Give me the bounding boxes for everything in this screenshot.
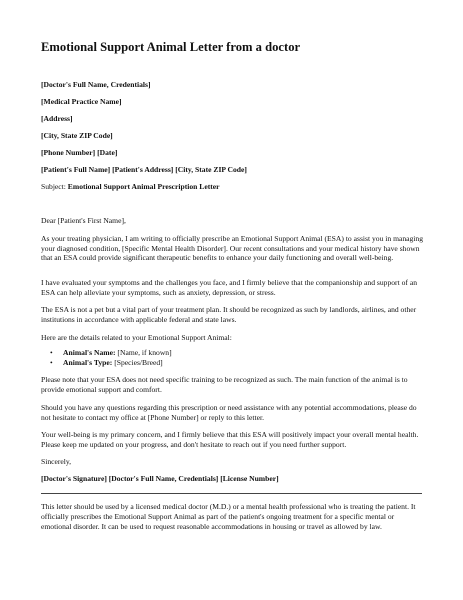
- animal-name-value: [Name, if known]: [115, 348, 172, 357]
- signature-line: [Doctor's Signature] [Doctor's Full Name, Credentials] [License Number]: [41, 474, 279, 483]
- animal-type-label: Animal's Type:: [63, 358, 113, 367]
- patient-info-field: [Patient's Full Name] [Patient's Address] [City, State ZIP Code]: [41, 165, 247, 174]
- paragraph-details-intro: Here are the details related to your Emotional Support Animal:: [41, 333, 232, 342]
- phone-date-field: [Phone Number] [Date]: [41, 148, 118, 157]
- paragraph-training: Please note that your ESA does not need specific training to be recognized as such. The main function of the animal is to provide emotional support and comfort.: [41, 375, 408, 394]
- document-title: Emotional Support Animal Letter from a doctor: [41, 40, 301, 54]
- paragraph-intro: As your treating physician, I am writing to officially prescribe an Emotional Support Animal (ESA) to assist you in managing your diagnosed condition, [Specific Mental Health Disorder]. Our recent consultations and your medical history have shown that an ESA could provide significant therapeutic benefits to enhance your daily functioning and overall well-being.: [41, 234, 424, 262]
- city-state-zip-field: [City, State ZIP Code]: [41, 131, 113, 140]
- animal-type-value: [Species/Breed]: [112, 358, 163, 367]
- subject-line: [41, 182, 220, 192]
- signoff: Sincerely,: [41, 457, 72, 466]
- bullet-icon: •: [50, 358, 53, 367]
- paragraph-wellbeing: Your well-being is my primary concern, and I firmly believe that this ESA will positively impact your overall mental health. Please keep me updated on your progress, and don't hesitate to reach out if you need further support.: [41, 430, 419, 449]
- list-item: [50, 348, 172, 358]
- animal-name-label: Animal's Name:: [63, 348, 116, 357]
- paragraph-evaluation: I have evaluated your symptoms and the challenges you face, and I firmly believe that the companionship and support of an ESA can help alleviate your symptoms, such as anxiety, depression, or stress.: [41, 278, 417, 297]
- subject-prefix: Subject:: [41, 182, 68, 191]
- animal-details-list: [50, 348, 172, 368]
- doctor-name-field: [Doctor's Full Name, Credentials]: [41, 80, 151, 89]
- list-item: [50, 358, 172, 368]
- paragraph-treatment: The ESA is not a pet but a vital part of your treatment plan. It should be recognized as such by landlords, airlines, and other institutions in accordance with applicable federal and state laws.: [41, 305, 417, 324]
- practice-name-field: [Medical Practice Name]: [41, 97, 122, 106]
- salutation: Dear [Patient's First Name],: [41, 216, 126, 225]
- subject-text: Emotional Support Animal Prescription Letter: [67, 182, 220, 191]
- divider: [41, 493, 422, 494]
- address-field: [Address]: [41, 114, 73, 123]
- footer-note: This letter should be used by a licensed medical doctor (M.D.) or a mental health professional who is treating the patient. It officially prescribes the Emotional Support Animal as part of the patient's ongoing treatment for a specific mental or emotional disorder. It can be used to request reasonable accommodations in housing or travel as allowed by law.: [41, 502, 416, 531]
- bullet-icon: •: [50, 348, 53, 357]
- paragraph-questions: Should you have any questions regarding this prescription or need assistance with any potential accommodations, please do not hesitate to contact my office at [Phone Number] or reply to this letter.: [41, 403, 417, 422]
